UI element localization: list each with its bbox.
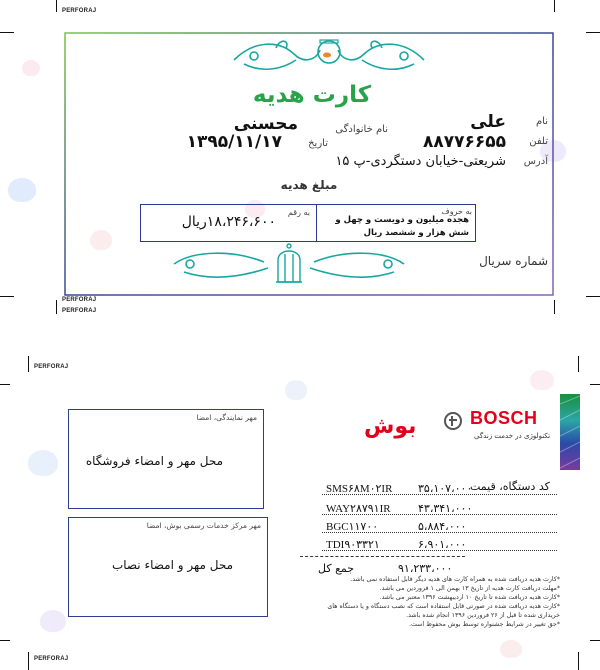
family-value: محسنی [233, 114, 298, 134]
product-row [322, 502, 557, 515]
swirl-ornament-bottom [164, 242, 414, 288]
amount-in-letters-box [316, 204, 476, 242]
products-table-header: کد دستگاه، قیمت [470, 480, 550, 493]
butterfly-decoration [285, 380, 307, 400]
terms-notes [327, 576, 560, 636]
bosch-brand [360, 402, 560, 452]
butterfly-decoration [530, 370, 554, 390]
butterfly-decoration [500, 640, 522, 658]
perforation-mark: PERFORAJ [62, 297, 97, 303]
serial-number-label: شماره سریال [479, 254, 548, 268]
bosch-tagline: تکنولوژی در خدمت زندگی [474, 432, 551, 440]
terms-note: خریداری شده تا قبل از ۲۶ فروردین ۱۳۹۶ انجام شده باشد. [406, 612, 560, 619]
perforation-mark: PERFORAJ [62, 308, 97, 314]
product-code: BGC۱۱۷۰۰ [326, 521, 379, 533]
product-price: ۳۵،۱۰۷،۰۰۰ [418, 482, 473, 495]
in-letters-line-2: شش هزار و ششصد ریال [363, 228, 469, 238]
total-divider [300, 556, 465, 557]
terms-note: *کارت هدیه دریافت شده به همراه کارت های هدیه دیگر قابل استفاده نمی باشد. [350, 576, 560, 583]
butterfly-decoration [28, 450, 58, 476]
product-price: ۵،۸۸۴،۰۰۰ [418, 520, 467, 533]
name-value: علی [470, 112, 506, 132]
product-row [322, 538, 557, 551]
product-row [322, 482, 557, 495]
date-value: ۱۳۹۵/۱۱/۱۷ [186, 132, 282, 152]
address-label: آدرس [523, 156, 548, 167]
butterfly-decoration [22, 60, 40, 76]
color-gradient-stripe [560, 394, 580, 470]
perforation-mark: PERFORAJ [34, 656, 69, 662]
terms-note: *کارت هدیه دریافت شده در صورتی قابل استفاده است که نصب دستگاه و یا دستگاه های [327, 603, 560, 610]
product-row [322, 520, 557, 533]
terms-note: *مهلت دریافت کارت هدیه از تاریخ ۱۳ بهمن الی ۱ فروردین می باشد. [379, 585, 560, 592]
address-value: شریعتی-خیابان دستگردی-پ ۱۵ [335, 154, 506, 169]
in-letters-label: به حروف [441, 207, 472, 216]
terms-note: *حق تغییر در شرایط جشنواره توسط بوش محفوظ است. [408, 621, 560, 628]
amount-heading: مبلغ هدیه [280, 178, 338, 192]
product-code: TDI۹۰۳۳۲۱ [326, 539, 380, 551]
in-letters-line-1: هجده میلیون و دویست و چهل و [335, 215, 469, 225]
gift-card-title: کارت هدیه [252, 82, 372, 108]
amount-in-digits-box [140, 204, 316, 242]
butterfly-decoration [40, 610, 66, 632]
birdcage-icon [276, 244, 302, 282]
swirl-ornament-top [224, 34, 434, 74]
product-code: WAY۲۸۷۹۱IR [326, 503, 391, 515]
fishbowl-icon [318, 40, 340, 63]
product-code: SMS۶۸M۰۲IR [326, 483, 393, 495]
phone-label: تلفن [529, 136, 548, 147]
agency-stamp-box [68, 409, 264, 509]
product-price: ۴۳،۳۴۱،۰۰۰ [418, 502, 473, 515]
gift-card-front [64, 32, 554, 296]
perforation-mark: PERFORAJ [62, 8, 97, 14]
bosch-persian-wordmark: بوش [364, 414, 417, 439]
butterfly-decoration [8, 178, 36, 202]
product-price: ۶،۹۰۱،۰۰۰ [418, 538, 467, 551]
service-stamp-label: مهر مرکز خدمات رسمی بوش، امضا [146, 521, 261, 530]
total-value: ۹۱،۲۳۳،۰۰۰ [398, 562, 453, 575]
perforation-mark: PERFORAJ [34, 364, 69, 370]
bosch-latin-wordmark: BOSCH [470, 408, 538, 428]
name-label: نام [535, 116, 548, 127]
bosch-logo-icon [444, 412, 462, 430]
in-digits-label: به رقم [287, 208, 310, 217]
phone-value: ۸۸۷۷۶۶۵۵ [422, 132, 506, 152]
family-label: نام خانوادگی [335, 124, 388, 135]
terms-note: *کارت هدیه دریافت شده تا تاریخ ۱۰ اردیبهشت ۱۳۹۶ معتبر می باشد. [379, 594, 560, 601]
service-stamp-box [68, 517, 268, 617]
agency-stamp-label: مهر نمایندگی، امضا [196, 413, 257, 422]
date-label: تاریخ [308, 138, 328, 149]
total-label: جمع کل [318, 562, 355, 575]
agency-stamp-text: محل مهر و امضاء فروشگاه [85, 454, 223, 468]
service-stamp-text: محل مهر و امضاء نصاب [111, 558, 233, 572]
in-digits-value: ۱۸،۲۴۶،۶۰۰ریال [181, 214, 276, 230]
